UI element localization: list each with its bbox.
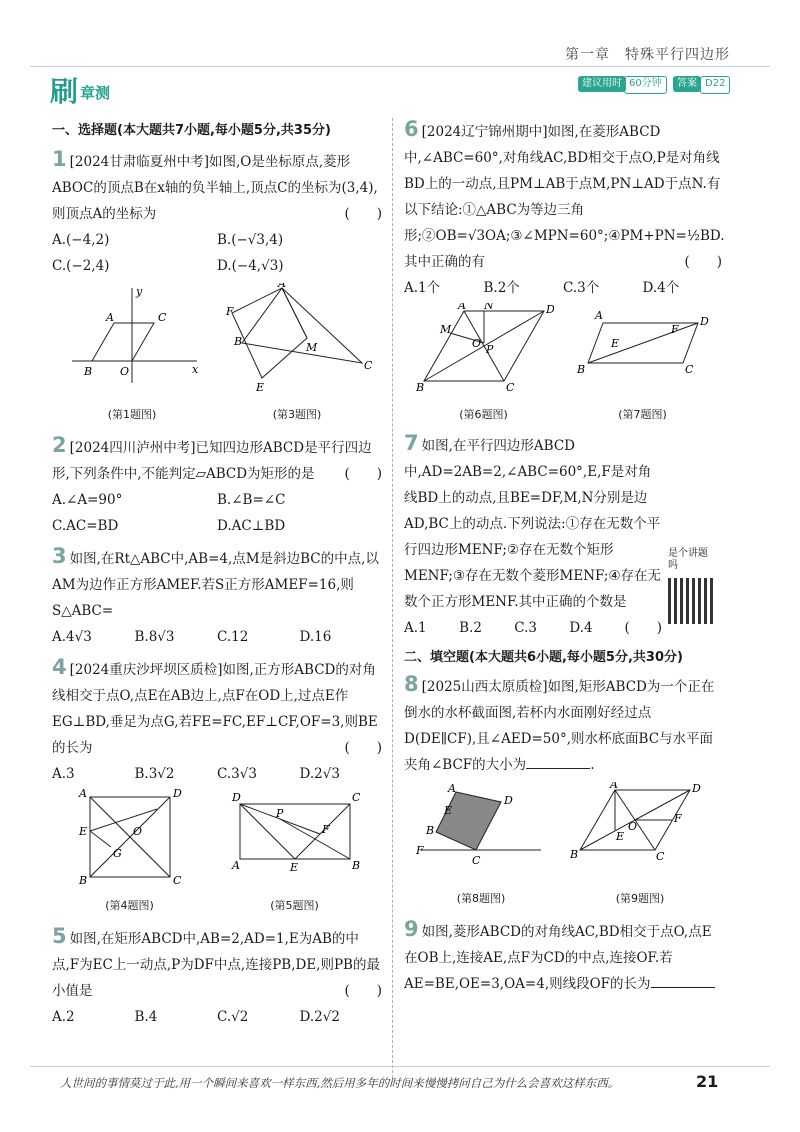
- question-5: [52, 925, 382, 1030]
- figures-1-3: [52, 283, 382, 428]
- svg-text:C: C: [472, 854, 481, 867]
- svg-text:E: E: [78, 825, 87, 838]
- answer-paren: ( ): [344, 983, 382, 999]
- section-heading-fill: 二、填空题(本大题共6小题,每小题5分,共30分): [404, 650, 683, 665]
- question-number: 3: [52, 544, 67, 568]
- qr-label: 是个讲题吗: [668, 548, 708, 571]
- svg-text:B: B: [576, 363, 585, 376]
- option-c: C.12: [217, 629, 249, 645]
- svg-text:O: O: [471, 337, 481, 350]
- svg-text:D: D: [172, 789, 182, 800]
- question-number: 1: [52, 147, 67, 171]
- option-c: C.3个: [563, 280, 600, 296]
- option-d: D.(−4,√3): [217, 258, 284, 274]
- svg-text:B: B: [415, 381, 424, 393]
- option-d: D.2√3: [299, 766, 340, 782]
- option-b: B.4: [134, 1009, 158, 1025]
- svg-text:B: B: [234, 335, 243, 348]
- figure-1: [62, 283, 202, 428]
- svg-text:B: B: [84, 365, 93, 378]
- svg-text:D: D: [692, 782, 701, 795]
- question-9: [404, 918, 722, 997]
- question-2: [52, 434, 382, 539]
- svg-text:E: E: [610, 337, 619, 350]
- chapter-title: 第一章 特殊平行四边形: [565, 47, 730, 63]
- footer-quote: 人世间的事情莫过于此,用一个瞬间来喜欢一样东西,然后用多年的时间来慢慢拷问自己为什么会喜欢这样东西。: [60, 1076, 620, 1090]
- svg-text:x: x: [192, 363, 199, 376]
- svg-text:A: A: [594, 309, 603, 322]
- figure-1-diagram: [62, 283, 202, 393]
- figure-6-caption: (第6题图): [459, 408, 508, 421]
- svg-text:A: A: [457, 303, 466, 312]
- svg-text:D: D: [699, 315, 709, 328]
- logo-main: 刷: [50, 75, 79, 108]
- option-a: A.1: [404, 620, 427, 636]
- option-a: A.4√3: [52, 629, 92, 645]
- page-number: 21: [696, 1072, 719, 1091]
- option-b: B.2: [459, 620, 482, 636]
- question-text: [2024四川泸州中考]已知四边形ABCD是平行四边形,下列条件中,不能判定▱ABCD为矩形的是: [52, 440, 372, 482]
- question-number: 2: [52, 433, 67, 457]
- option-c: C.3: [514, 620, 537, 636]
- figure-1-caption: (第1题图): [107, 408, 157, 421]
- question-number: 6: [404, 117, 419, 141]
- figure-4: [75, 789, 185, 919]
- svg-text:C: C: [656, 850, 665, 863]
- svg-text:C: C: [158, 311, 167, 324]
- svg-text:E: E: [256, 381, 265, 393]
- option-c: C.√2: [217, 1009, 249, 1025]
- question-text: 如图,在Rt△ABC中,AB=4,点M是斜边BC的中点,以AM为边作正方形AMEF.若S正方形AMEF=16,则S△ABC=: [52, 551, 379, 619]
- question-number: 7: [404, 431, 419, 455]
- question-text: [2024辽宁锦州期中]如图,在菱形ABCD中,∠ABC=60°,对角线AC,BD相交于点O,P是对角线BD上的一动点,且PM⊥AB于点M,PN⊥AD于点N.有以下结论:①△ABC为等边三角形;②OB=√3OA;③∠MPN=60°;④PM+PN=½BD.其中正确的有: [404, 124, 725, 270]
- svg-text:B: B: [78, 874, 87, 884]
- figure-4-caption: (第4题图): [105, 899, 154, 912]
- question-text: [2024重庆沙坪坝区质检]如图,正方形ABCD的对角线相交于点O,点E在AB边上,点F在OD上,过点E作EG⊥BD,垂足为点G,若FE=FC,EF⊥CF,OF=3,则BE的长为: [52, 662, 378, 756]
- svg-text:M: M: [439, 323, 451, 336]
- option-c: C.AC=BD: [52, 518, 119, 534]
- svg-text:C: C: [172, 874, 181, 884]
- option-a: A.(−4,2): [52, 232, 110, 248]
- figure-3-caption: (第3题图): [272, 408, 322, 421]
- figure-5: [230, 789, 360, 919]
- figure-3-diagram: [222, 283, 372, 393]
- svg-text:D: D: [545, 303, 554, 316]
- figure-8-diagram: [416, 782, 546, 877]
- option-a: A.1个: [404, 280, 441, 296]
- answer-paren: ( ): [344, 740, 382, 756]
- figures-6-7: [404, 303, 722, 428]
- left-column: [52, 118, 382, 1030]
- figure-7-caption: (第7题图): [618, 408, 667, 421]
- logo-sub: 章测: [80, 84, 111, 102]
- time-value: 60分钟: [624, 76, 667, 94]
- question-number: 8: [404, 672, 419, 696]
- svg-text:A: A: [448, 782, 456, 795]
- svg-text:A: A: [278, 283, 286, 290]
- svg-text:O: O: [120, 365, 130, 378]
- svg-text:B: B: [351, 859, 360, 872]
- footer-divider: [30, 1066, 770, 1067]
- column-divider: [392, 118, 393, 1078]
- svg-text:A: A: [231, 859, 240, 872]
- time-label: 建议用时: [578, 76, 626, 92]
- svg-text:C: C: [505, 381, 514, 393]
- question-number: 5: [52, 924, 67, 948]
- svg-text:E: E: [444, 804, 453, 817]
- question-text: [2024甘肃临夏州中考]如图,O是坐标原点,菱形ABOC的顶点B在x轴的负半轴上,顶点C的坐标为(3,4),则顶点A的坐标为: [52, 154, 378, 222]
- option-d: D.16: [299, 629, 332, 645]
- header-divider: [30, 66, 770, 67]
- option-d: D.4个: [642, 280, 680, 296]
- svg-text:G: G: [112, 847, 122, 860]
- figure-7: [573, 303, 713, 428]
- answer-label: 答案: [673, 76, 701, 92]
- figures-8-9: [404, 782, 722, 912]
- svg-text:B: B: [426, 824, 435, 837]
- svg-text:P: P: [485, 343, 493, 356]
- question-1: [52, 148, 382, 279]
- option-d: D.4: [569, 620, 593, 636]
- option-b: B.3√2: [134, 766, 175, 782]
- question-text: 如图,在平行四边形ABCD中,AD=2AB=2,∠ABC=60°,E,F是对角线BD上的动点,且BE=DF,M,N分别是边AD,BC上的动点.下列说法:①存在无数个平行四边形MENF;②存在无数个矩形MENF;③存在无数个菱形MENF;④存在无数个正方形MENF.其中正确的个数是: [404, 438, 662, 610]
- option-b: B.8√3: [134, 629, 175, 645]
- svg-text:M: M: [306, 341, 318, 354]
- answer-paren: ( ): [344, 466, 382, 482]
- svg-text:F: F: [416, 844, 424, 857]
- option-a: A.∠A=90°: [52, 492, 123, 508]
- figure-4-diagram: [75, 789, 185, 884]
- figure-9-diagram: [570, 782, 710, 877]
- question-number: 9: [404, 917, 419, 941]
- svg-text:E: E: [289, 861, 298, 874]
- svg-text:O: O: [132, 825, 142, 838]
- svg-text:C: C: [684, 363, 693, 376]
- option-d: D.AC⊥BD: [217, 518, 286, 534]
- svg-text:D: D: [504, 794, 513, 807]
- svg-text:A: A: [78, 789, 87, 800]
- option-d: D.2√2: [299, 1009, 340, 1025]
- svg-text:F: F: [674, 812, 682, 825]
- figure-8-caption: (第8题图): [456, 892, 506, 905]
- figure-7-diagram: [573, 303, 713, 393]
- figures-4-5: [52, 789, 382, 919]
- option-b: B.(−√3,4): [217, 232, 284, 248]
- svg-text:N: N: [483, 303, 494, 312]
- svg-text:F: F: [226, 305, 234, 318]
- question-text: [2025山西太原质检]如图,矩形ABCD为一个正在倒水的水杯截面图,若杯内水面刚好经过点D(DE∥CF),且∠AED=50°,则水杯底面BC与水平面夹角∠BCF的大小为: [404, 679, 715, 773]
- svg-text:P: P: [275, 807, 283, 820]
- figure-9-caption: (第9题图): [615, 892, 665, 905]
- svg-text:A: A: [610, 782, 618, 791]
- question-number: 4: [52, 655, 67, 679]
- question-text: 如图,在矩形ABCD中,AB=2,AD=1,E为AB的中点,F为EC上一动点,P为DF中点,连接PB,DE,则PB的最小值是: [52, 931, 380, 999]
- svg-text:C: C: [351, 791, 360, 804]
- section-logo: [50, 70, 120, 108]
- svg-text:y: y: [136, 285, 143, 298]
- option-a: A.3: [52, 766, 75, 782]
- option-a: A.2: [52, 1009, 75, 1025]
- question-6: [404, 117, 725, 301]
- figure-6-diagram: [414, 303, 554, 393]
- svg-text:A: A: [106, 311, 114, 324]
- svg-text:B: B: [570, 848, 579, 861]
- question-8: 8 [2025山西太原质检]如图,矩形ABCD为一个正在倒水的水杯截面图,若杯内水面刚好经过点D(DE∥CF),且∠AED=50°,则水杯底面BC与水平面夹角∠BCF的大小为 .: [404, 672, 715, 773]
- answer-paren: ( ): [684, 254, 722, 270]
- figure-8: [416, 782, 546, 912]
- option-c: C.3√3: [217, 766, 257, 782]
- figure-5-diagram: [230, 789, 360, 884]
- answer-paren: ( ): [624, 620, 662, 636]
- question-4: [52, 656, 382, 787]
- figure-3: [222, 283, 372, 428]
- svg-text:F: F: [670, 323, 679, 336]
- answer-blank[interactable]: [526, 754, 590, 769]
- qr-code-icon[interactable]: [668, 578, 714, 624]
- svg-text:F: F: [321, 823, 330, 836]
- section-heading-choice: 一、选择题(本大题共7小题,每小题5分,共35分): [52, 123, 331, 138]
- answer-blank[interactable]: [651, 973, 715, 988]
- svg-text:D: D: [231, 791, 241, 804]
- question-text: 如图,菱形ABCD的对角线AC,BD相交于点O,点E在OB上,连接AE,点F为CD的中点,连接OF.若AE=BE,OE=3,OA=4,则线段OF的长为: [404, 924, 712, 992]
- option-b: B.∠B=∠C: [217, 492, 286, 508]
- answer-paren: ( ): [344, 206, 382, 222]
- question-3: [52, 545, 382, 650]
- figure-5-caption: (第5题图): [270, 899, 319, 912]
- svg-text:O: O: [628, 820, 638, 833]
- figure-6: [414, 303, 554, 428]
- svg-text:E: E: [616, 830, 625, 843]
- svg-text:C: C: [364, 359, 372, 372]
- option-b: B.2个: [483, 280, 520, 296]
- figure-9: [570, 782, 710, 912]
- answer-page: D22: [700, 76, 730, 94]
- option-c: C.(−2,4): [52, 258, 110, 274]
